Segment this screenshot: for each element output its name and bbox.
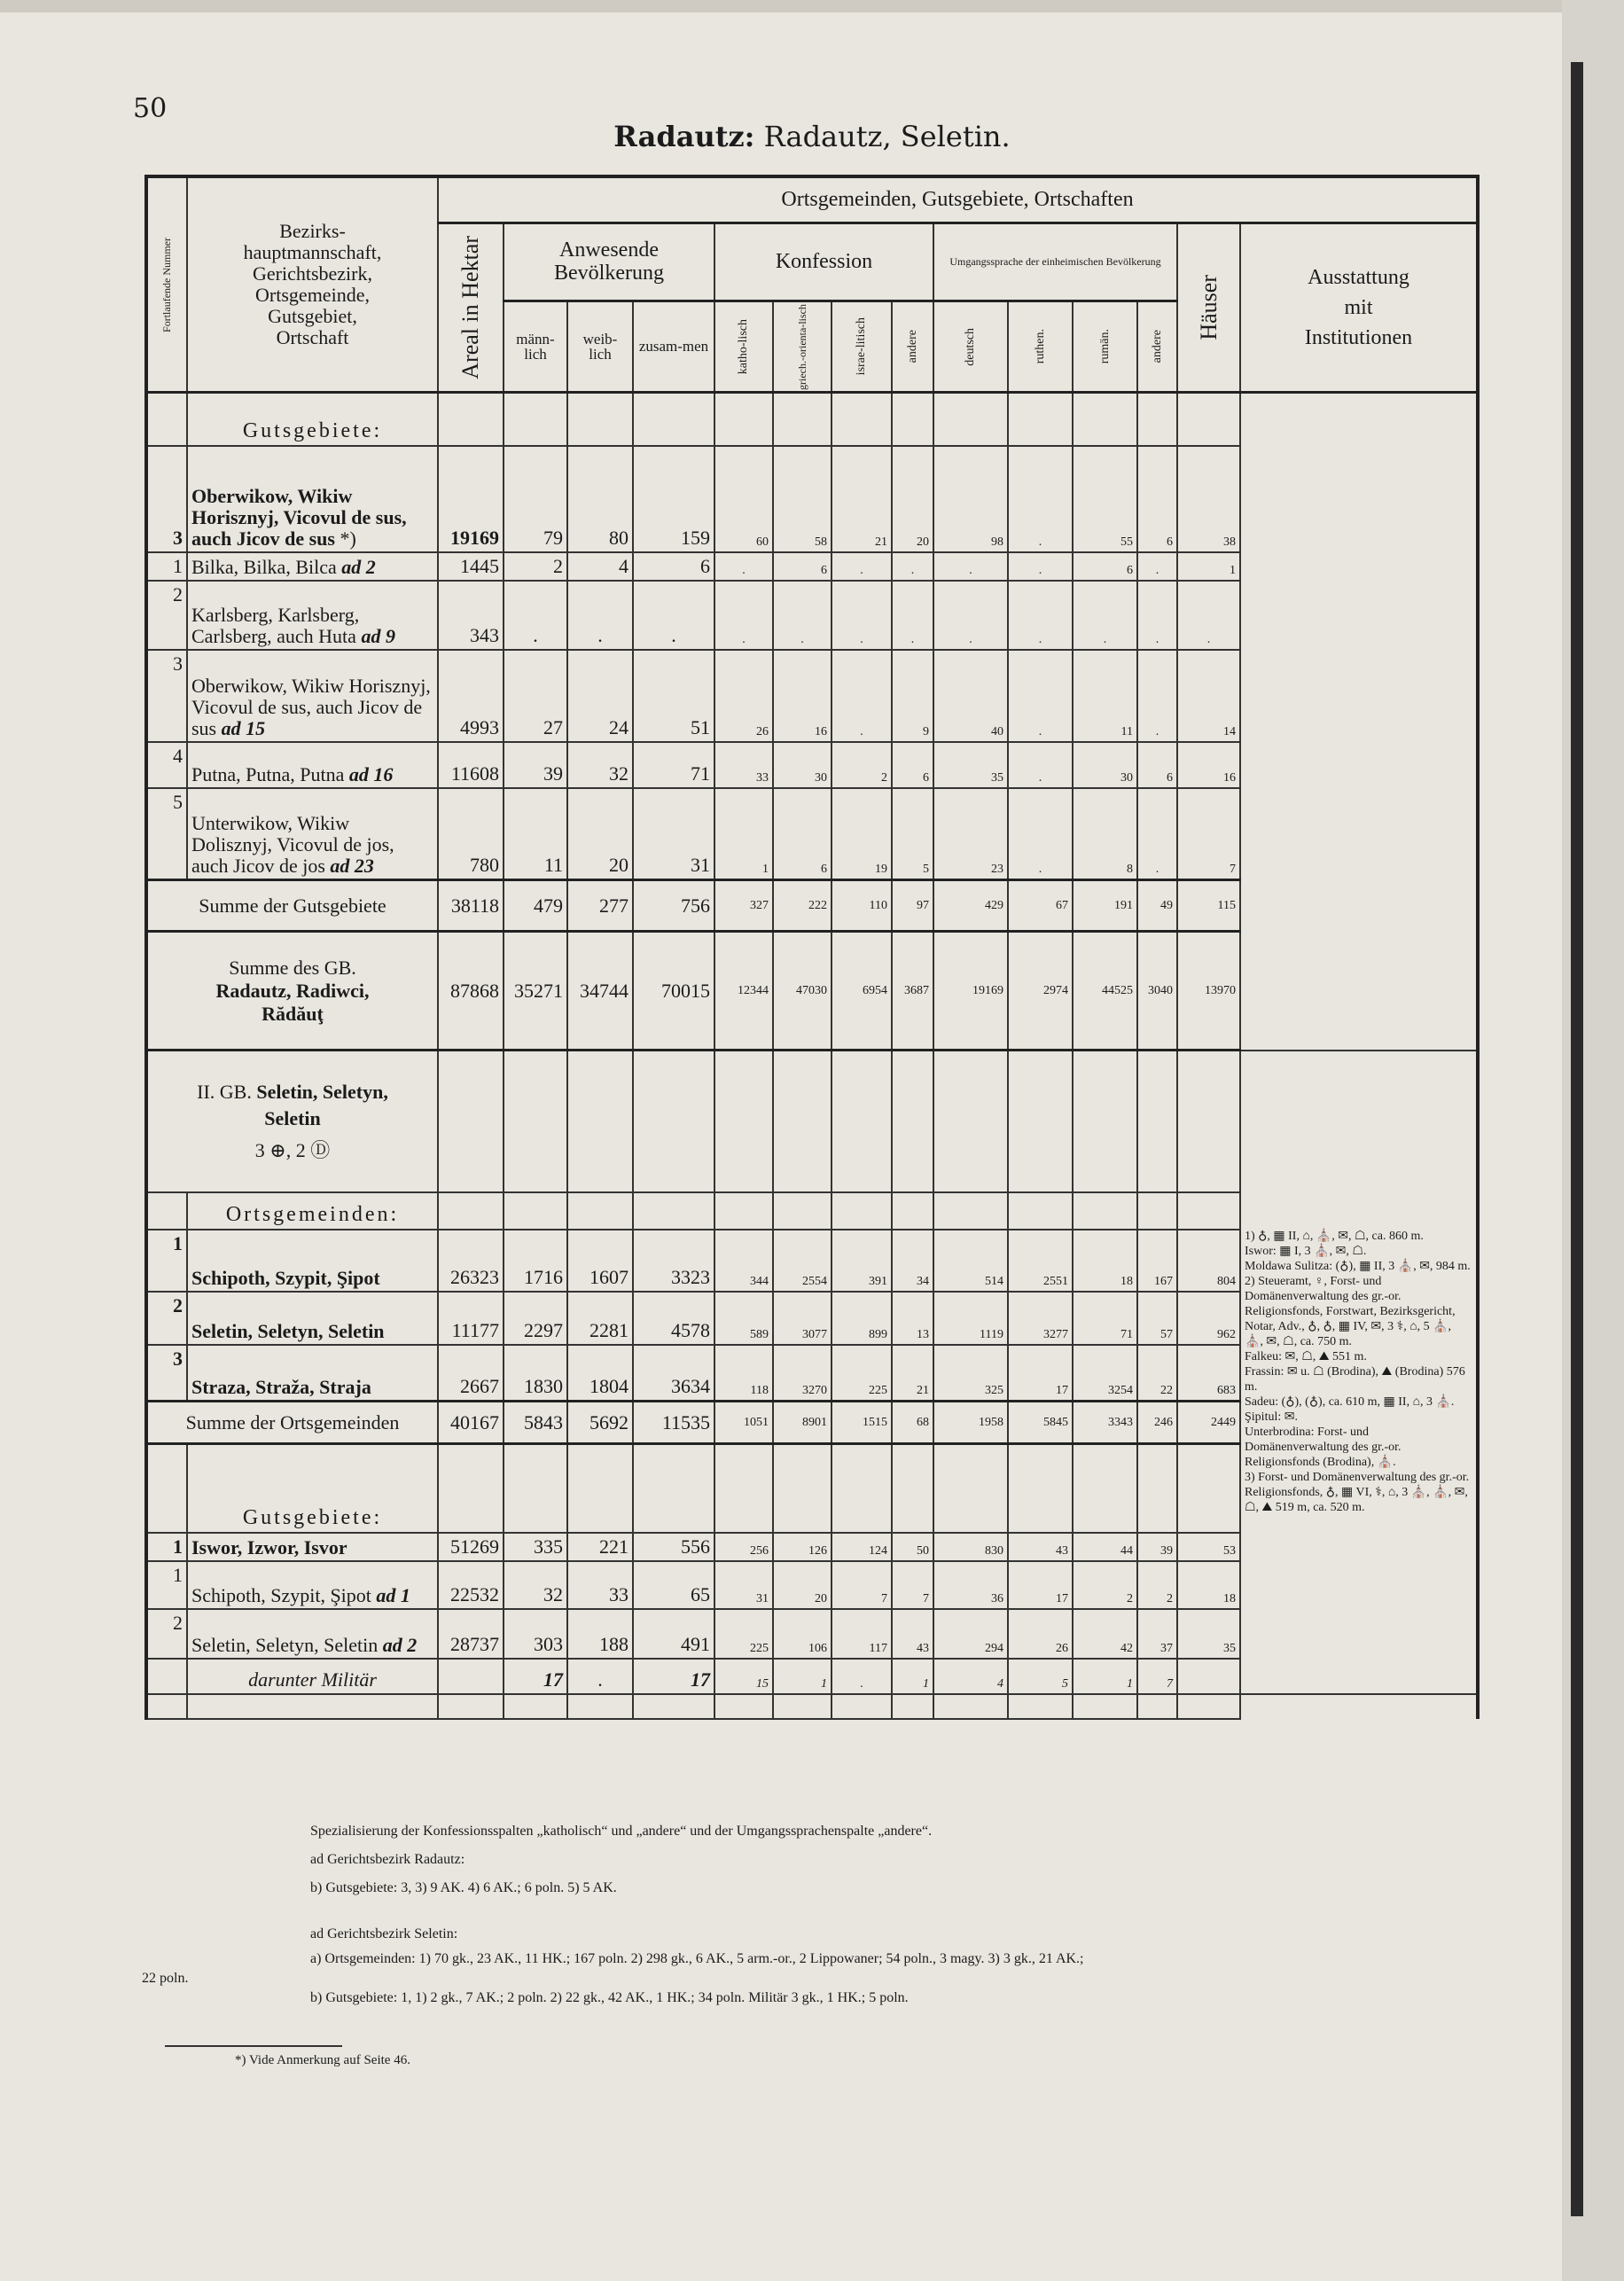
footnotes: Spezialisierung der Konfessionsspalten „katholisch“ und „andere“ und der Umgangssprachenspalte „andere“. ad Gerichtsbezirk Radautz: b) Gutsgebiete: 3, 3) 9 AK. 4) 6 AK.; 6 poln. 5) 5 AK. ad Gerichtsbezirk Seletin: a) Ortsgemeinden: 1) 70 gk., 23 AK., 11 HK.; 167 poln. 2) 298 gk., 6 AK., 5 arm.-or., 2 Lippowaner; 54 poln., 3 magy. 3) 3 gk., 21 AK.; 22 poln. b) Gutsgebiete: 1, 1) 2 gk., 7 AK.; 2 poln. 2) 22 gk., 42 AK., 1 HK.; 34 poln. Militär 3 gk., 1 HK.; 5 poln. <box>142 1824 1084 2005</box>
header-konf-andere: andere <box>892 301 933 393</box>
table-row: 5 Unterwikow, Wikiw Dolisznyj, Vicovul de jos, auch Jicov de jos ad 23 780 11 20 31 1 6 19 5 23 . 8 . 7 <box>146 788 1478 880</box>
section-gutsgebiete-2: Gutsgebiete: <box>187 1444 438 1533</box>
header-deutsch: deutsch <box>933 301 1008 393</box>
table-row: 2 Seletin, Seletyn, Seletin ad 2 28737 303 188 491 225 106 117 43 294 26 42 37 35 <box>146 1609 1478 1659</box>
table-row: 3 Straza, Straža, Straja 2667 1830 1804 3634 118 3270 225 21 325 17 3254 22 683 <box>146 1345 1478 1402</box>
header-ruthenisch: ruthen. <box>1008 301 1073 393</box>
header-umgangssprache: Umgangssprache der einheimischen Bevölkerung <box>933 223 1177 301</box>
table-row: 2 Karlsberg, Karlsberg, Carlsberg, auch Huta ad 9 343 . . . . . . . . . . . . <box>146 581 1478 650</box>
table-row: 1 Schipoth, Szypit, Şipot 26323 1716 1607 3323 344 2554 391 34 514 2551 18 167 804 <box>146 1230 1478 1292</box>
header-weiblich: weib-lich <box>567 301 633 393</box>
sum-row-gerichtsbezirk: Summe des GB. Radautz, Radiwci, Rădăuţ 87868 35271 34744 70015 12344 47030 6954 3687 19169 2974 44525 3040 13970 <box>146 932 1478 1051</box>
table-row: 4 Putna, Putna, Putna ad 16 11608 39 32 71 33 30 2 6 35 . 30 6 16 <box>146 742 1478 788</box>
footnote-rule <box>165 2045 342 2047</box>
notes-column: 1) ♁, ▦ II, ⌂, ⛪, ✉, ☖, ca. 860 m. Iswor: ▦ I, 3 ⛪, ✉, ☖. Moldawa Sulitza: (♁), ▦ II, 3 ⛪, ✉, 984 m. 2) Steueramt, ♀, Forst- und Domänenverwaltung des gr.-or. Religionsfonds, Forstwart, Bezirksgericht, Notar, Adv., ♁, ♁, ▦ IV, ✉, 3 ⚕, ⌂, 5 ⛪, ⛪, ✉, ☖, ca. 750 m. Falkeu: ✉, ☖, ⛰ 551 m. Frassin: ✉ u. ☖ (Brodina), ⛰ (Brodina) 576 m. Sadeu: (♁), (♁), ca. 610 m, ▦ II, ⌂, 3 ⛪. Şipitul: ✉. Unterbrodina: Forst- und Domänenverwaltung des gr.-or. Religionsfonds (Brodina), ⛪. 3) Forst- und Domänenverwaltung des gr.-or. Religionsfonds, ♁, ▦ VI, ⚕, ⌂, 3 ⛪, ⛪, ✉, ☖, ⛰ 519 m, ca. 520 m. <box>1240 1051 1478 1694</box>
table-row: 1 Iswor, Izwor, Isvor 51269 335 221 556 256 126 124 50 830 43 44 39 53 <box>146 1533 1478 1561</box>
header-group: Ortsgemeinden, Gutsgebiete, Ortschaften <box>438 176 1478 223</box>
page-number: 50 <box>133 93 168 124</box>
section-ortsgemeinden: Ortsgemeinden: <box>187 1192 438 1230</box>
header-name: Bezirks- hauptmannschaft, Gerichtsbezirk, Ortsgemeinde, Gutsgebiet, Ortschaft <box>187 176 438 393</box>
header-zusammen: zusam-men <box>633 301 714 393</box>
sum-row-gutsgebiete: Summe der Gutsgebiete 38118 479 277 756 327 222 110 97 429 67 191 49 115 <box>146 880 1478 932</box>
header-areal: Areal in Hektar <box>438 223 504 393</box>
header-umg-andere: andere <box>1137 301 1177 393</box>
scan-binding-bar <box>1571 62 1583 2216</box>
table-row: 3 Oberwikow, Wikiw Horisznyj, Vicovul de sus, auch Jicov de sus ad 15 4993 27 24 51 26 16 . 9 40 . 11 . 14 <box>146 650 1478 742</box>
running-head: Radautz: Radautz, Seletin. <box>613 120 1011 153</box>
header-griech-orient: griech.-orienta-lisch <box>773 301 832 393</box>
header-katholisch: katho-lisch <box>714 301 773 393</box>
header-anwesend: Anwesende Bevölkerung <box>504 223 714 301</box>
section-seletin: II. GB. Seletin, Seletyn, Seletin 3 ⊕, 2 Ⓓ 1) ♁, ▦ II, ⌂, ⛪, ✉, ☖, ca. 860 m. Iswor: ▦ I, 3 ⛪, ✉, ☖. Moldawa Sulitza: (♁), ▦ II, 3 ⛪, ✉, 984 m. 2) Steueramt, ♀, Forst- und Domänenverwaltung des gr.-or. Religionsfonds, Forstwart, Bezirksgericht, Notar, Adv., ♁, ♁, ▦ IV, ✉, 3 ⚕, ⌂, 5 ⛪, ⛪, ✉, ☖, ca. 750 m. Falkeu: ✉, ☖, ⛰ 551 m. Frassin: ✉ u. ☖ (Brodina), ⛰ (Brodina) 576 m. Sadeu: (♁), (♁), ca. 610 m, ▦ II, ⌂, 3 ⛪. Şipitul: ✉. Unterbrodina: Forst- und Domänenverwaltung des gr.-or. Religionsfonds (Brodina), ⛪. 3) Forst- und Domänenverwaltung des gr.-or. Religionsfonds, ♁, ▦ VI, ⚕, ⌂, 3 ⛪, ⛪, ✉, ☖, ⛰ 519 m, ca. 520 m. <box>146 1051 1478 1192</box>
header-maennlich: männ-lich <box>504 301 567 393</box>
table-row-militaer: darunter Militär 17 . 17 15 1 . 1 4 5 1 7 <box>146 1659 1478 1694</box>
table-row: 1 Schipoth, Szypit, Şipot ad 1 22532 32 33 65 31 20 7 7 36 17 2 2 18 <box>146 1561 1478 1609</box>
header-nr: Fortlaufende Nummer <box>146 176 187 393</box>
header-ausstattung: Ausstattung mit Institutionen <box>1240 223 1478 393</box>
statistics-table <box>144 175 1480 1720</box>
header-rumaenisch: rumän. <box>1073 301 1137 393</box>
scan-top-edge <box>0 0 1624 12</box>
table-row: 3 Oberwikow, Wikiw Horisznyj, Vicovul de sus, auch Jicov de sus *) 19169 79 80 159 60 58 21 20 98 . 55 6 38 <box>146 446 1478 552</box>
table-row: 2 Seletin, Seletyn, Seletin 11177 2297 2281 4578 589 3077 899 13 1119 3277 71 57 962 <box>146 1292 1478 1345</box>
section-gutsgebiete: Gutsgebiete: <box>187 393 438 446</box>
table-row: 1 Bilka, Bilka, Bilca ad 2 1445 2 4 6 . 6 . . . . 6 . 1 <box>146 552 1478 581</box>
asterisk-note: *) Vide Anmerkung auf Seite 46. <box>235 2053 410 2067</box>
header-haeuser: Häuser <box>1177 223 1240 393</box>
sum-row-ortsgemeinden: Summe der Ortsgemeinden 40167 5843 5692 11535 1051 8901 1515 68 1958 5845 3343 246 2449 <box>146 1402 1478 1444</box>
header-israelitisch: israe-litisch <box>832 301 892 393</box>
header-konfession: Konfession <box>714 223 933 301</box>
